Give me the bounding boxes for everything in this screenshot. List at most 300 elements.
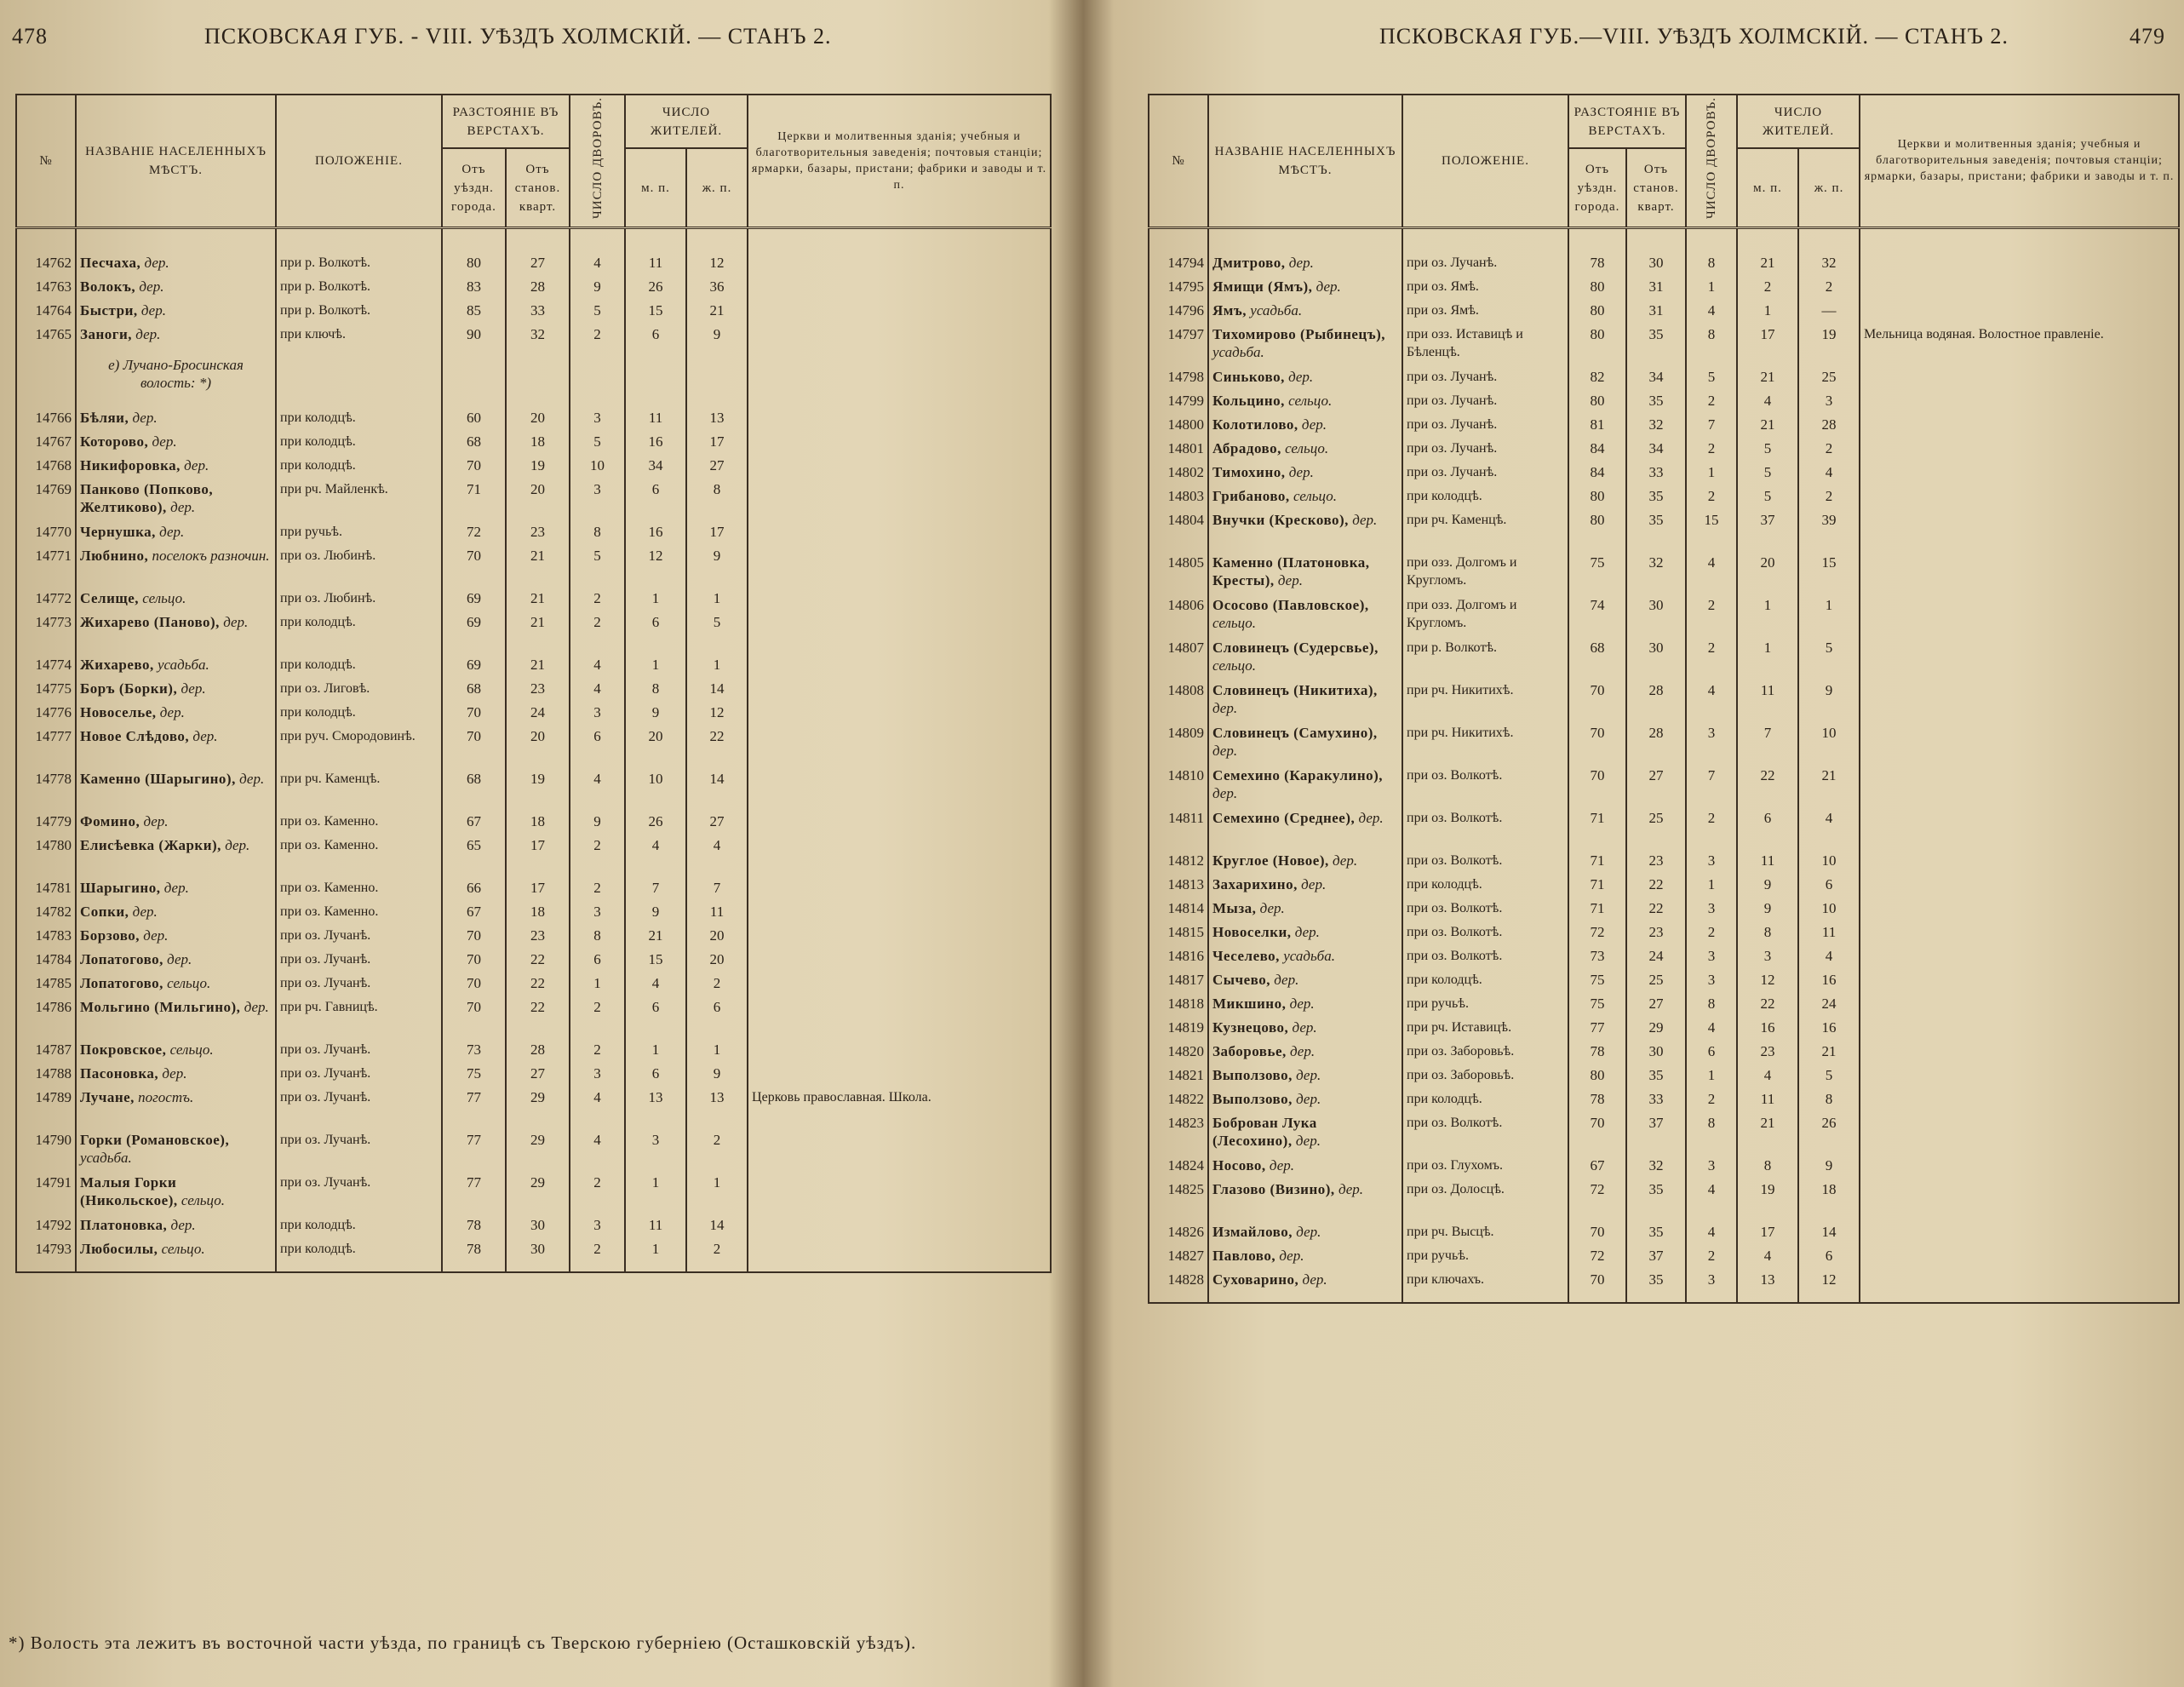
dist-station: 30 bbox=[1626, 595, 1686, 638]
households: 3 bbox=[1686, 970, 1737, 994]
households: 4 bbox=[570, 1087, 625, 1130]
place-kind: дер. bbox=[139, 278, 164, 295]
notes bbox=[1860, 253, 2179, 277]
place-kind: дер. bbox=[225, 836, 250, 853]
place-kind: дер. bbox=[1288, 463, 1314, 480]
female-count: 21 bbox=[686, 301, 748, 324]
female-count: 9 bbox=[1798, 680, 1860, 723]
female-count: 6 bbox=[1798, 1246, 1860, 1270]
place-name-cell bbox=[76, 878, 276, 902]
male-count: 17 bbox=[1737, 1222, 1798, 1246]
row-number: 14795 bbox=[1149, 277, 1208, 301]
position: при рч. Каменцѣ. bbox=[276, 769, 442, 812]
dist-town: 67 bbox=[442, 902, 506, 926]
households: 8 bbox=[1686, 324, 1737, 367]
place-name: Бѣляи, bbox=[80, 409, 129, 426]
place-name-cell bbox=[76, 408, 276, 432]
place-name: Выползово, bbox=[1212, 1090, 1293, 1107]
notes bbox=[748, 612, 1051, 655]
table-row bbox=[1149, 510, 2179, 553]
female-count: 36 bbox=[686, 277, 748, 301]
place-name: Тихомирово (Рыбинецъ), bbox=[1212, 325, 1386, 342]
dist-town: 72 bbox=[1568, 922, 1626, 946]
place-name: Словинецъ (Никитиха), bbox=[1212, 681, 1378, 698]
place-name: Любосилы, bbox=[80, 1240, 158, 1257]
female-count: 11 bbox=[686, 902, 748, 926]
table-row bbox=[1149, 1179, 2179, 1222]
place-name-cell bbox=[1208, 486, 1402, 510]
dist-town: 75 bbox=[1568, 994, 1626, 1018]
position: при оз. Лучанѣ. bbox=[1402, 439, 1568, 462]
notes bbox=[1860, 766, 2179, 808]
notes bbox=[748, 324, 1051, 348]
female-count: 9 bbox=[686, 546, 748, 588]
households: 2 bbox=[1686, 439, 1737, 462]
notes bbox=[1860, 462, 2179, 486]
place-kind: сельцо. bbox=[169, 1041, 214, 1058]
female-count: 27 bbox=[686, 456, 748, 479]
row-number: 14767 bbox=[16, 432, 76, 456]
households: 5 bbox=[570, 546, 625, 588]
male-count: 6 bbox=[625, 324, 686, 348]
row-number: 14813 bbox=[1149, 875, 1208, 898]
dist-town: 84 bbox=[1568, 462, 1626, 486]
male-count: 21 bbox=[625, 926, 686, 950]
place-name: Словинецъ (Судерсвье), bbox=[1212, 639, 1379, 656]
place-kind: дер. bbox=[1288, 368, 1314, 385]
dist-station: 35 bbox=[1626, 486, 1686, 510]
dist-town: 60 bbox=[442, 408, 506, 432]
dist-town: 69 bbox=[442, 588, 506, 612]
place-name-cell bbox=[1208, 1222, 1402, 1246]
male-count: 7 bbox=[625, 878, 686, 902]
dist-station: 28 bbox=[506, 277, 570, 301]
col-households-header: ЧИСЛО ДВОРОВЪ. bbox=[1686, 95, 1737, 227]
table-row bbox=[1149, 1089, 2179, 1113]
place-name: Заборовье, bbox=[1212, 1042, 1287, 1059]
households: 8 bbox=[1686, 994, 1737, 1018]
row-number: 14762 bbox=[16, 253, 76, 277]
place-name-cell bbox=[1208, 462, 1402, 486]
place-name-cell bbox=[1208, 1041, 1402, 1065]
dist-station: 35 bbox=[1626, 1222, 1686, 1246]
female-count: 14 bbox=[686, 1215, 748, 1239]
male-count: 13 bbox=[625, 1087, 686, 1130]
dist-town: 85 bbox=[442, 301, 506, 324]
place-name: Боръ (Борки), bbox=[80, 680, 178, 697]
place-kind: дер. bbox=[1296, 1090, 1321, 1107]
households: 3 bbox=[1686, 723, 1737, 766]
households: 4 bbox=[1686, 1018, 1737, 1041]
dist-town: 68 bbox=[442, 769, 506, 812]
col-dist-station-header: Отъ станов. кварт. bbox=[506, 148, 570, 227]
female-count: 20 bbox=[686, 950, 748, 973]
place-name: Фомино, bbox=[80, 812, 140, 829]
row-number: 14794 bbox=[1149, 253, 1208, 277]
place-kind: дер. bbox=[244, 998, 269, 1015]
table-row bbox=[1149, 553, 2179, 595]
table-row bbox=[16, 588, 1051, 612]
dist-station: 27 bbox=[1626, 766, 1686, 808]
place-name-cell bbox=[76, 835, 276, 878]
male-count: 3 bbox=[625, 1130, 686, 1173]
table-row bbox=[1149, 1246, 2179, 1270]
dist-station: 29 bbox=[506, 1173, 570, 1215]
female-count: 39 bbox=[1798, 510, 1860, 553]
female-count: 19 bbox=[1798, 324, 1860, 367]
place-kind: сельцо. bbox=[1285, 439, 1329, 456]
place-kind: дер. bbox=[1212, 699, 1238, 716]
table-row bbox=[16, 1215, 1051, 1239]
place-name: Синьково, bbox=[1212, 368, 1285, 385]
female-count: 17 bbox=[686, 522, 748, 546]
notes bbox=[748, 812, 1051, 835]
table-row bbox=[16, 432, 1051, 456]
table-row bbox=[1149, 808, 2179, 851]
place-kind: сельцо. bbox=[1288, 392, 1333, 409]
settlements-table bbox=[1148, 94, 2180, 1304]
place-kind: сельцо. bbox=[1293, 487, 1337, 504]
position: при оз. Каменно. bbox=[276, 878, 442, 902]
notes bbox=[748, 1173, 1051, 1215]
notes bbox=[748, 408, 1051, 432]
row-number: 14788 bbox=[16, 1064, 76, 1087]
position: при рч. Никитихѣ. bbox=[1402, 723, 1568, 766]
female-count: 27 bbox=[686, 812, 748, 835]
row-number: 14782 bbox=[16, 902, 76, 926]
position: при р. Волкотѣ. bbox=[276, 301, 442, 324]
dist-town: 74 bbox=[1568, 595, 1626, 638]
households: 1 bbox=[1686, 277, 1737, 301]
households: 2 bbox=[570, 878, 625, 902]
dist-town: 81 bbox=[1568, 415, 1626, 439]
female-count: 16 bbox=[1798, 1018, 1860, 1041]
place-kind: поселокъ разночин. bbox=[152, 547, 270, 564]
dist-town: 72 bbox=[1568, 1246, 1626, 1270]
households: 9 bbox=[570, 277, 625, 301]
position: при руч. Смородовинѣ. bbox=[276, 726, 442, 769]
households: 1 bbox=[1686, 875, 1737, 898]
male-count: 11 bbox=[625, 408, 686, 432]
households: 3 bbox=[570, 479, 625, 522]
col-dist-town-header: Отъ уѣздн. города. bbox=[442, 148, 506, 227]
position: при озз. Иставицѣ и Бѣленцѣ. bbox=[1402, 324, 1568, 367]
female-count: 12 bbox=[1798, 1270, 1860, 1294]
male-count: 5 bbox=[1737, 462, 1798, 486]
notes bbox=[1860, 1089, 2179, 1113]
male-count: 8 bbox=[1737, 922, 1798, 946]
place-name: Каменно (Платоновка, Кресты), bbox=[1212, 554, 1370, 588]
households: 4 bbox=[1686, 301, 1737, 324]
female-count: 4 bbox=[1798, 946, 1860, 970]
place-name-cell bbox=[76, 1130, 276, 1173]
dist-town: 68 bbox=[442, 432, 506, 456]
table-row bbox=[16, 950, 1051, 973]
female-count: 26 bbox=[1798, 1113, 1860, 1156]
notes bbox=[748, 253, 1051, 277]
dist-station: 18 bbox=[506, 432, 570, 456]
notes bbox=[1860, 946, 2179, 970]
female-count: 5 bbox=[1798, 1065, 1860, 1089]
footnote: *) Волость эта лежитъ въ восточной части уѣзда, по границѣ съ Тверскою губерніею (Осташковскій уѣздъ). bbox=[9, 1632, 917, 1653]
notes bbox=[1860, 851, 2179, 875]
dist-town: 65 bbox=[442, 835, 506, 878]
female-count: 1 bbox=[686, 1040, 748, 1064]
dist-station: 22 bbox=[1626, 898, 1686, 922]
table-spacer-row bbox=[16, 227, 1051, 253]
place-name-cell bbox=[76, 301, 276, 324]
table-row bbox=[16, 546, 1051, 588]
dist-town: 71 bbox=[1568, 808, 1626, 851]
position: при оз. Лучанѣ. bbox=[1402, 253, 1568, 277]
notes bbox=[1860, 510, 2179, 553]
dist-town: 78 bbox=[1568, 1041, 1626, 1065]
position: при оз. Лучанѣ. bbox=[1402, 415, 1568, 439]
male-count: 16 bbox=[1737, 1018, 1798, 1041]
dist-town: 70 bbox=[1568, 1222, 1626, 1246]
place-name-cell bbox=[1208, 1089, 1402, 1113]
col-male-header: м. п. bbox=[1737, 148, 1798, 227]
position: при колодцѣ. bbox=[276, 612, 442, 655]
households: 4 bbox=[1686, 1179, 1737, 1222]
position: при колодцѣ. bbox=[276, 655, 442, 679]
row-number: 14774 bbox=[16, 655, 76, 679]
place-name-cell bbox=[1208, 808, 1402, 851]
left-page bbox=[0, 0, 1056, 1687]
male-count: 4 bbox=[1737, 1246, 1798, 1270]
place-kind: дер. bbox=[1288, 254, 1314, 271]
row-number: 14784 bbox=[16, 950, 76, 973]
place-kind: усадьба. bbox=[1212, 343, 1264, 360]
households: 2 bbox=[570, 588, 625, 612]
place-name: Микшино, bbox=[1212, 995, 1287, 1012]
dist-town: 80 bbox=[1568, 301, 1626, 324]
position: при колодцѣ. bbox=[276, 408, 442, 432]
notes bbox=[748, 522, 1051, 546]
position: при ключахъ. bbox=[1402, 1270, 1568, 1294]
notes bbox=[1860, 970, 2179, 994]
place-kind: дер. bbox=[192, 727, 218, 744]
notes bbox=[1860, 994, 2179, 1018]
place-name: Каменно (Шарыгино), bbox=[80, 770, 236, 787]
notes bbox=[1860, 1041, 2179, 1065]
households: 8 bbox=[1686, 1113, 1737, 1156]
dist-station: 17 bbox=[506, 878, 570, 902]
notes bbox=[1860, 553, 2179, 595]
dist-town: 70 bbox=[1568, 680, 1626, 723]
table-end-row bbox=[1149, 1294, 2179, 1303]
dist-town: 71 bbox=[1568, 898, 1626, 922]
place-kind: сельцо. bbox=[167, 974, 211, 991]
place-name-cell bbox=[1208, 638, 1402, 680]
dist-station: 29 bbox=[506, 1087, 570, 1130]
place-name: Кольцино, bbox=[1212, 392, 1285, 409]
place-name: Мольгино (Мильгино), bbox=[80, 998, 241, 1015]
notes bbox=[748, 878, 1051, 902]
position: при колодцѣ. bbox=[276, 432, 442, 456]
dist-town: 72 bbox=[442, 522, 506, 546]
row-number: 14775 bbox=[16, 679, 76, 703]
row-number: 14817 bbox=[1149, 970, 1208, 994]
place-name: Новоселки, bbox=[1212, 923, 1292, 940]
notes bbox=[748, 1064, 1051, 1087]
male-count: 20 bbox=[1737, 553, 1798, 595]
notes bbox=[748, 703, 1051, 726]
row-number: 14800 bbox=[1149, 415, 1208, 439]
households: 1 bbox=[1686, 462, 1737, 486]
dist-town: 69 bbox=[442, 612, 506, 655]
position: при оз. Каменно. bbox=[276, 902, 442, 926]
households: 9 bbox=[570, 812, 625, 835]
female-count: 2 bbox=[686, 1239, 748, 1263]
place-kind: дер. bbox=[1296, 1066, 1321, 1083]
notes bbox=[1860, 1018, 2179, 1041]
male-count: 26 bbox=[625, 812, 686, 835]
dist-town: 90 bbox=[442, 324, 506, 348]
place-name-cell bbox=[1208, 680, 1402, 723]
row-number: 14801 bbox=[1149, 439, 1208, 462]
male-count: 4 bbox=[1737, 1065, 1798, 1089]
place-name-cell bbox=[1208, 1179, 1402, 1222]
dist-town: 70 bbox=[442, 456, 506, 479]
dist-station: 21 bbox=[506, 588, 570, 612]
position: при оз. Каменно. bbox=[276, 835, 442, 878]
table-row bbox=[1149, 723, 2179, 766]
dist-station: 25 bbox=[1626, 970, 1686, 994]
section-row bbox=[16, 348, 1051, 408]
table-row bbox=[1149, 253, 2179, 277]
dist-station: 20 bbox=[506, 479, 570, 522]
dist-station: 19 bbox=[506, 456, 570, 479]
notes bbox=[748, 301, 1051, 324]
table-header bbox=[16, 95, 1051, 227]
place-name: Шарыгино, bbox=[80, 879, 161, 896]
place-name: Измайлово, bbox=[1212, 1223, 1293, 1240]
page-number: 478 bbox=[12, 24, 48, 49]
dist-station: 32 bbox=[1626, 415, 1686, 439]
dist-town: 67 bbox=[442, 812, 506, 835]
male-count: 16 bbox=[625, 432, 686, 456]
place-name-cell bbox=[1208, 301, 1402, 324]
place-name: Новоселье, bbox=[80, 703, 157, 720]
female-count: 5 bbox=[1798, 638, 1860, 680]
position: при оз. Лучанѣ. bbox=[276, 973, 442, 997]
place-name-cell bbox=[76, 1215, 276, 1239]
position: при оз. Лиговѣ. bbox=[276, 679, 442, 703]
col-notes-header: Церкви и молитвенныя зданія; учебныя и благотворительныя заведенія; почтовыя станціи; ярмарки, базары, пристани; фабрики и заводы и т. п. bbox=[748, 95, 1051, 227]
households: 5 bbox=[570, 432, 625, 456]
female-count: 25 bbox=[1798, 367, 1860, 391]
dist-town: 70 bbox=[1568, 723, 1626, 766]
place-kind: дер. bbox=[163, 879, 189, 896]
dist-town: 70 bbox=[1568, 766, 1626, 808]
row-number: 14779 bbox=[16, 812, 76, 835]
female-count: 21 bbox=[1798, 766, 1860, 808]
position: при оз. Заборовьѣ. bbox=[1402, 1041, 1568, 1065]
male-count: 11 bbox=[1737, 851, 1798, 875]
place-kind: дер. bbox=[1279, 1247, 1304, 1264]
place-name: Сычево, bbox=[1212, 971, 1270, 988]
place-name-cell bbox=[1208, 994, 1402, 1018]
table-row bbox=[1149, 638, 2179, 680]
place-name: Заноги, bbox=[80, 325, 133, 342]
place-name-cell bbox=[1208, 1156, 1402, 1179]
dist-station: 30 bbox=[1626, 1041, 1686, 1065]
place-name-cell bbox=[1208, 1065, 1402, 1089]
dist-town: 71 bbox=[442, 479, 506, 522]
place-kind: сельцо. bbox=[1212, 657, 1257, 674]
row-number: 14810 bbox=[1149, 766, 1208, 808]
row-number: 14763 bbox=[16, 277, 76, 301]
notes bbox=[748, 1215, 1051, 1239]
settlements-table bbox=[15, 94, 1052, 1273]
table-row bbox=[1149, 462, 2179, 486]
position: при оз. Волкотѣ. bbox=[1402, 946, 1568, 970]
table-row bbox=[16, 479, 1051, 522]
position: при колодцѣ. bbox=[1402, 875, 1568, 898]
col-name-header: НАЗВАНІЕ НАСЕЛЕННЫХЪ МѢСТЪ. bbox=[76, 95, 276, 227]
row-number: 14807 bbox=[1149, 638, 1208, 680]
table-row bbox=[1149, 1041, 2179, 1065]
place-kind: дер. bbox=[1302, 1271, 1327, 1288]
place-name-cell bbox=[1208, 553, 1402, 595]
notes bbox=[748, 456, 1051, 479]
table-row bbox=[16, 522, 1051, 546]
place-kind: дер. bbox=[1316, 278, 1341, 295]
table-row bbox=[16, 253, 1051, 277]
male-count: 23 bbox=[1737, 1041, 1798, 1065]
female-count: 9 bbox=[686, 324, 748, 348]
female-count: 3 bbox=[1798, 391, 1860, 415]
table-row bbox=[1149, 439, 2179, 462]
page-number: 479 bbox=[2130, 24, 2165, 49]
right-table-body bbox=[1149, 227, 2179, 1303]
position: при оз. Заборовьѣ. bbox=[1402, 1065, 1568, 1089]
female-count: 7 bbox=[686, 878, 748, 902]
place-name-cell bbox=[76, 546, 276, 588]
male-count: 1 bbox=[1737, 595, 1798, 638]
male-count: 19 bbox=[1737, 1179, 1798, 1222]
notes bbox=[1860, 1113, 2179, 1156]
notes bbox=[1860, 415, 2179, 439]
place-name: Боброван Лука (Лесохино), bbox=[1212, 1114, 1317, 1149]
notes bbox=[748, 479, 1051, 522]
notes bbox=[1860, 680, 2179, 723]
place-name: Мыза, bbox=[1212, 899, 1257, 916]
households: 2 bbox=[1686, 595, 1737, 638]
position: при оз. Лучанѣ. bbox=[276, 926, 442, 950]
dist-station: 33 bbox=[1626, 1089, 1686, 1113]
male-count: 20 bbox=[625, 726, 686, 769]
households: 4 bbox=[1686, 553, 1737, 595]
table-row bbox=[16, 679, 1051, 703]
row-number: 14764 bbox=[16, 301, 76, 324]
table-row bbox=[16, 769, 1051, 812]
place-kind: сельцо. bbox=[142, 589, 186, 606]
households: 7 bbox=[1686, 766, 1737, 808]
place-name-cell bbox=[1208, 1018, 1402, 1041]
place-kind: дер. bbox=[140, 301, 166, 318]
households: 8 bbox=[570, 522, 625, 546]
households: 2 bbox=[1686, 638, 1737, 680]
position: при рч. Гавницѣ. bbox=[276, 997, 442, 1040]
place-name-cell bbox=[1208, 898, 1402, 922]
table-row bbox=[16, 812, 1051, 835]
households: 3 bbox=[1686, 898, 1737, 922]
place-name: Песчаха, bbox=[80, 254, 141, 271]
place-kind: погостъ. bbox=[138, 1088, 194, 1105]
table-row bbox=[16, 324, 1051, 348]
